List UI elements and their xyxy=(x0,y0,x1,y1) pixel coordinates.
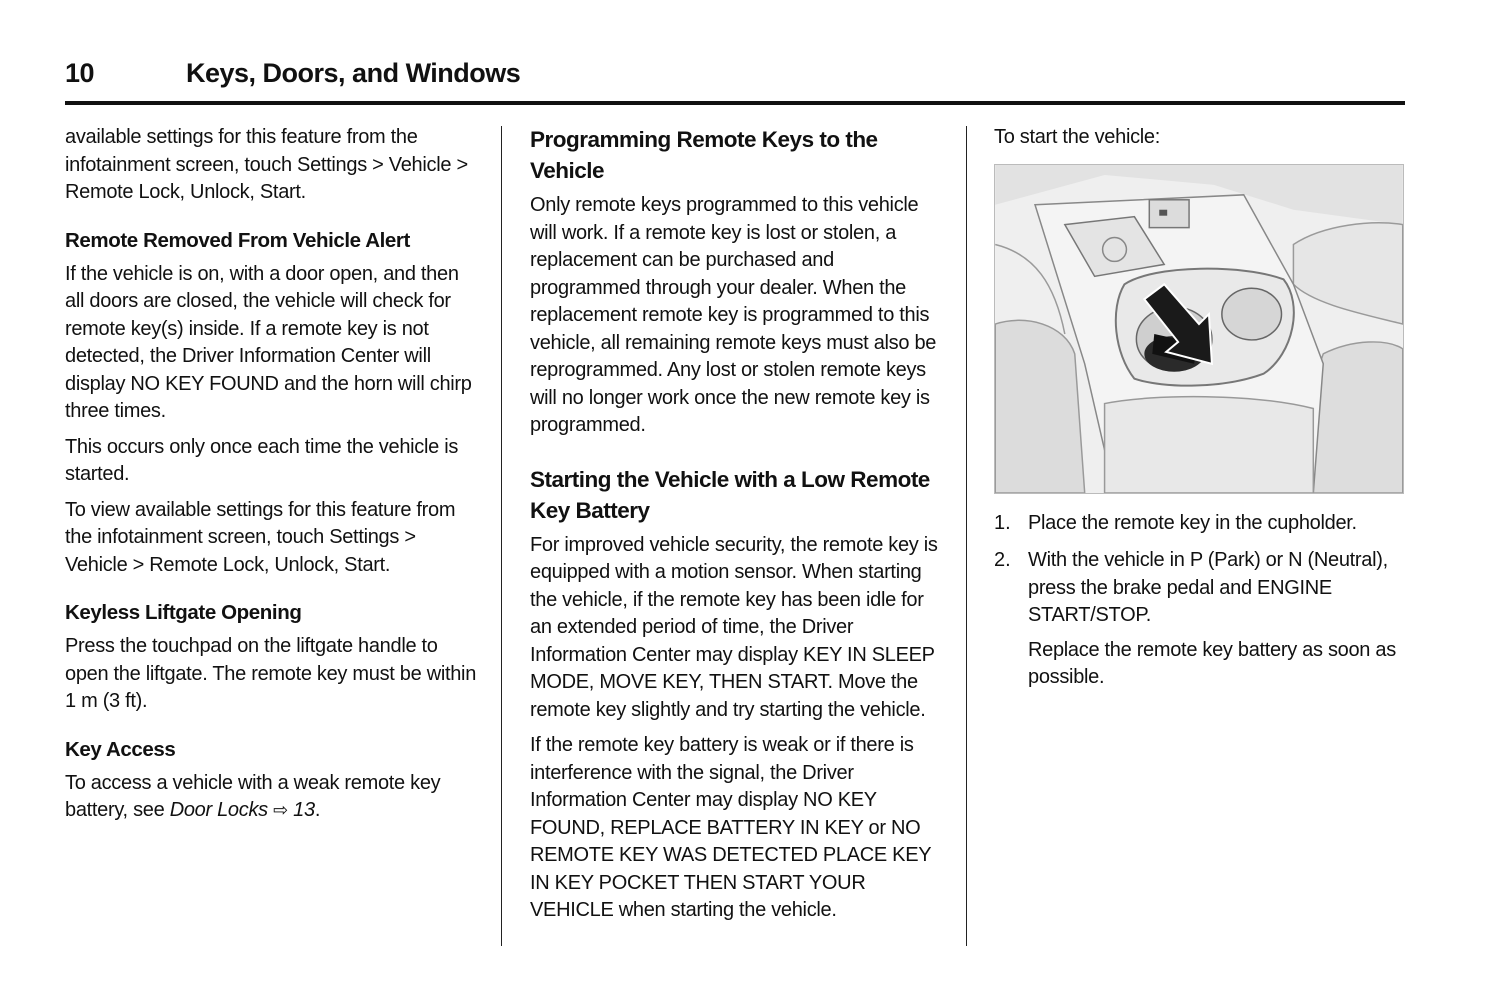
xref-page: 13 xyxy=(293,799,315,821)
paragraph: Only remote keys programmed to this vehicle will work. If a remote key is lost or stolen, a replacement can be purchased and programmed through your dealer. When the replacement remote key is programmed to this vehicle, all remaining remote keys must also be reprogrammed. Any lost or stolen remote keys will no longer work once the new remote key is programmed. xyxy=(530,194,937,436)
cupholder-illustration xyxy=(994,164,1404,494)
xref-title: Door Locks xyxy=(169,799,268,821)
paragraph: This occurs only once each time the vehicle is started. xyxy=(65,435,459,485)
cross-reference-link[interactable] xyxy=(170,799,315,821)
page-number: 10 xyxy=(65,58,95,88)
paragraph: To view available settings for this feature from the infotainment screen, touch Settings > Vehicle > Remote Lock, Unlock, Start. xyxy=(65,498,456,576)
column-middle xyxy=(530,124,945,933)
step-note: Replace the remote key battery as soon as possible. xyxy=(1028,638,1396,688)
paragraph: To start the vehicle: xyxy=(994,126,1161,148)
step-number: 2. xyxy=(994,549,1011,571)
text: . xyxy=(314,799,321,821)
paragraph: Press the touchpad on the liftgate handle to open the liftgate. The remote key must be within 1 m (3 ft). xyxy=(65,635,477,712)
step-number: 1. xyxy=(994,511,1011,534)
step-text: With the vehicle in P (Park) or N (Neutral), press the brake pedal and ENGINE START/STOP. xyxy=(1028,549,1388,626)
paragraph-key-access xyxy=(65,770,480,825)
section-heading-keyless-liftgate: Keyless Liftgate Opening xyxy=(65,601,302,624)
column-right xyxy=(994,124,1404,702)
paragraph: For improved vehicle security, the remote key is equipped with a motion sensor. When starting the vehicle, if the remote key has been idle for an extended period of time, the Driver Information Center may display KEY IN SLEEP MODE, MOVE KEY, THEN START. Move the remote key slightly and try starting the vehicle. xyxy=(530,533,938,721)
step-text: Place the remote key in the cupholder. xyxy=(1028,511,1357,534)
chapter-title: Keys, Doors, and Windows xyxy=(186,58,521,88)
column-left xyxy=(65,124,480,833)
paragraph: If the vehicle is on, with a door open, and then all doors are closed, the vehicle will check for remote key(s) inside. If a remote key is not detected, the Driver Information Center will display NO KEY FOUND and the horn will chirp three times. xyxy=(65,262,472,422)
section-heading-remote-removed: Remote Removed From Vehicle Alert xyxy=(65,228,410,252)
step-2 xyxy=(994,547,1404,692)
step-1 xyxy=(994,510,1404,538)
page-header xyxy=(65,58,1405,102)
section-heading-low-battery: Starting the Vehicle with a Low Remote Key Battery xyxy=(530,466,930,523)
xref-arrow-icon: ⇨ xyxy=(273,800,288,820)
section-heading-programming: Programming Remote Keys to the Vehicle xyxy=(530,127,878,183)
column-divider xyxy=(501,126,502,946)
text: To access a vehicle with a weak remote key battery, see xyxy=(65,771,441,821)
continued-paragraph: available settings for this feature from the infotainment screen, touch Settings > Vehicle > Remote Lock, Unlock, Start. xyxy=(65,126,468,203)
header-rule xyxy=(65,101,1405,105)
paragraph: If the remote key battery is weak or if there is interference with the signal, the Driver Information Center may display NO KEY FOUND, REPLACE BATTERY IN KEY or NO REMOTE KEY WAS DETECTED PLACE KEY IN KEY POCKET THEN START YOUR VEHICLE when starting the vehicle. xyxy=(530,734,931,921)
section-heading-key-access: Key Access xyxy=(65,737,176,761)
column-divider xyxy=(966,126,967,946)
steps-list xyxy=(994,510,1404,692)
